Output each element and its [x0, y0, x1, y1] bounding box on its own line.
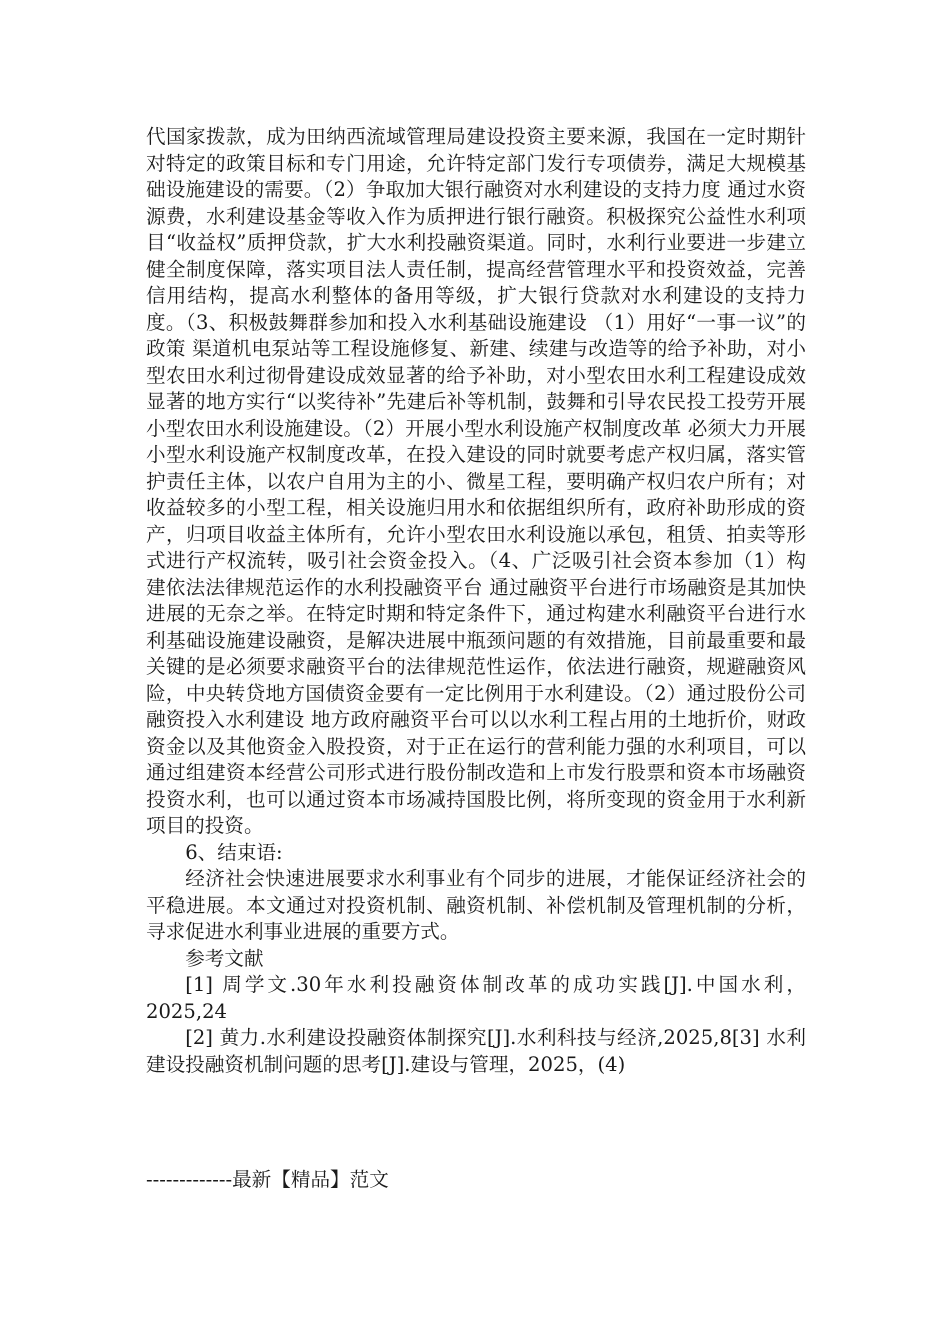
conclusion-paragraph: 经济社会快速进展要求水利事业有个同步的进展，才能保证经济社会的平稳进展。本文通过对投资机制、融资机制、补偿机制及管理机制的分析，寻求促进水利事业进展的重要方式。: [146, 867, 806, 943]
document-content: [146, 124, 806, 1078]
conclusion-heading: 6、结束语:: [185, 840, 283, 864]
references-heading: 参考文献: [185, 946, 264, 970]
body-paragraph: 代国家拨款，成为田纳西流域管理局建设投资主要来源，我国在一定时期针对特定的政策目标和专门用途，允许特定部门发行专项债券，满足大规模基础设施建设的需要。（2）争取加大银行融资对水利建设的支持力度 通过水资源费，水利建设基金等收入作为质押进行银行融资。积极探究公益性水利项目“收益权”质押贷款，扩大水利投融资渠道。同时，水利行业要进一步建立健全制度保障，落实项目法人责任制，提高经营管理水平和投资效益，完善信用结构，提高水利整体的备用等级，扩大银行贷款对水利建设的支持力度。（3、积极鼓舞群参加和投入水利基础设施建设 （1）用好“一事一议”的政策 渠道机电泵站等工程设施修复、新建、续建与改造等的给予补助，对小型农田水利过彻骨建设成效显著的给予补助，对小型农田水利工程建设成效显著的地方实行“以奖待补”先建后补等机制，鼓舞和引导农民投工投劳开展小型农田水利设施建设。（2）开展小型水利设施产权制度改革 必须大力开展小型水利设施产权制度改革，在投入建设的同时就要考虑产权归属，落实管护责任主体，以农户自用为主的小、微星工程，要明确产权归农户所有；对收益较多的小型工程，相关设施归用水和依据组织所有，政府补助形成的资产，归项目收益主体所有，允许小型农田水利设施以承包，租赁、拍卖等形式进行产权流转，吸引社会资金投入。（4、广泛吸引社会资本参加（1）构建依法法律规范运作的水利投融资平台 通过融资平台进行市场融资是其加快进展的无奈之举。在特定时期和特定条件下，通过构建水利融资平台进行水利基础设施建设融资，是解决进展中瓶颈问题的有效措施，目前最重要和最关键的是必须要求融资平台的法律规范性运作，依法进行融资，规避融资风险，中央转贷地方国债资金要有一定比例用于水利建设。（2）通过股份公司融资投入水利建设 地方政府融资平台可以以水利工程占用的土地折价，财政资金以及其他资金入股投资，对于正在运行的营利能力强的水利项目，可以通过组建资本经营公司形式进行股份制改造和上市发行股票和资本市场融资投资水利，也可以通过资本市场减持国股比例，将所变现的资金用于水利新项目的投资。: [146, 125, 806, 837]
reference-item: [1] 周学文.30年水利投融资体制改革的成功实践[J].中国水利，2025,24: [146, 973, 806, 1023]
reference-item: [2] 黄力.水利建设投融资体制探究[J].水利科技与经济,2025,8[3] 水利建设投融资机制问题的思考[J].建设与管理，2025，(4): [146, 1026, 806, 1076]
footer-text: -------------最新【精品】范文: [146, 1168, 389, 1191]
